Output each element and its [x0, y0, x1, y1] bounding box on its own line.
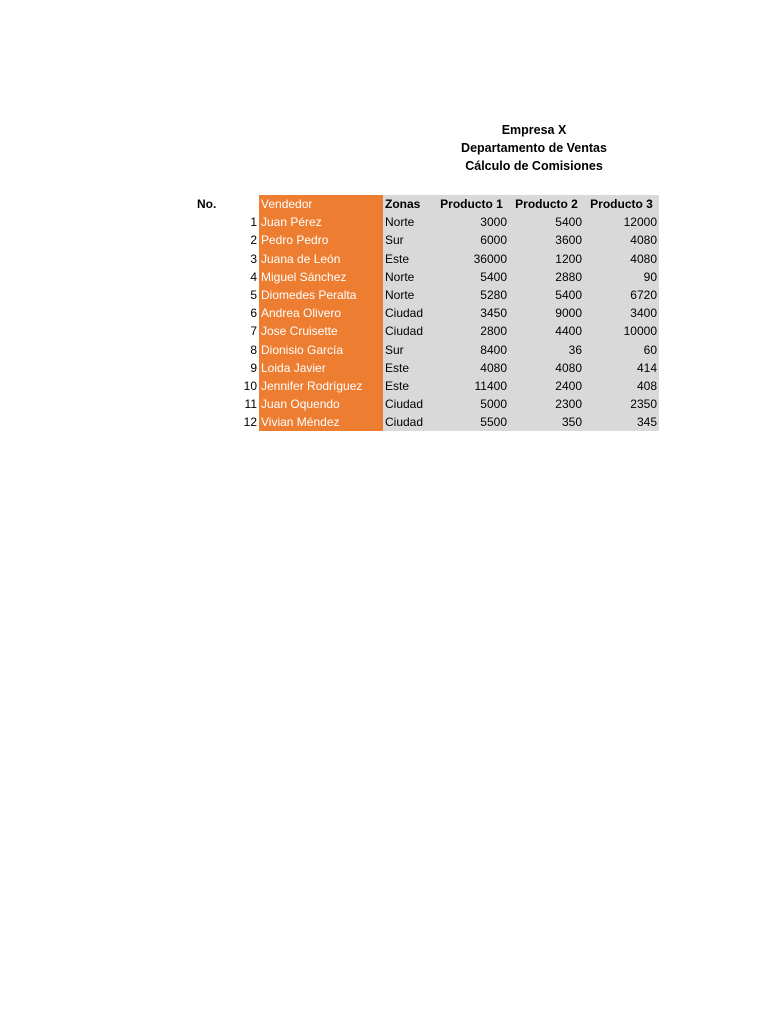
table-row — [195, 395, 659, 413]
header-zonas: Zonas — [383, 195, 434, 213]
table-row — [195, 322, 659, 340]
company-name: Empresa X — [501, 123, 567, 137]
cell-vendedor: Pedro Pedro — [259, 231, 383, 249]
table-row — [195, 213, 659, 231]
row-number: 7 — [250, 324, 257, 339]
cell-producto-2: 2300 — [509, 395, 584, 413]
cell-producto-1: 3000 — [434, 213, 509, 231]
row-number: 4 — [250, 269, 257, 284]
cell-vendedor: Jose Cruisette — [259, 322, 383, 340]
table-body — [195, 213, 659, 431]
cell-producto-1: 2800 — [434, 322, 509, 340]
header-no: No. — [197, 197, 217, 212]
cell-zona: Norte — [383, 286, 434, 304]
cell-zona: Sur — [383, 341, 434, 359]
header-producto-2: Producto 2 — [509, 195, 584, 213]
cell-vendedor: Diomedes Peralta — [259, 286, 383, 304]
cell-vendedor: Miguel Sánchez — [259, 268, 383, 286]
cell-producto-1: 8400 — [434, 341, 509, 359]
cell-producto-3: 90 — [584, 268, 659, 286]
row-number: 10 — [243, 378, 257, 393]
cell-producto-2: 4400 — [509, 322, 584, 340]
row-number: 11 — [244, 397, 257, 412]
report-title-block — [434, 121, 634, 175]
row-number: 3 — [250, 251, 257, 266]
cell-producto-2: 350 — [509, 413, 584, 431]
table-row — [195, 359, 659, 377]
cell-producto-2: 5400 — [509, 286, 584, 304]
row-number: 12 — [243, 415, 257, 430]
cell-vendedor: Loida Javier — [259, 359, 383, 377]
cell-producto-2: 1200 — [509, 250, 584, 268]
cell-producto-2: 3600 — [509, 231, 584, 249]
cell-producto-3: 4080 — [584, 231, 659, 249]
cell-producto-3: 2350 — [584, 395, 659, 413]
report-subtitle: Cálculo de Comisiones — [465, 159, 603, 173]
commissions-table — [195, 195, 659, 431]
cell-vendedor: Juana de León — [259, 250, 383, 268]
cell-producto-3: 12000 — [584, 213, 659, 231]
row-number: 1 — [250, 215, 257, 230]
cell-vendedor: Vivian Méndez — [259, 413, 383, 431]
cell-producto-1: 11400 — [434, 377, 509, 395]
cell-producto-3: 345 — [584, 413, 659, 431]
cell-producto-2: 4080 — [509, 359, 584, 377]
table-row — [195, 341, 659, 359]
cell-producto-2: 2400 — [509, 377, 584, 395]
cell-vendedor: Juan Oquendo — [259, 395, 383, 413]
cell-vendedor: Dionisio García — [259, 341, 383, 359]
cell-producto-2: 9000 — [509, 304, 584, 322]
table-row — [195, 286, 659, 304]
row-number: 2 — [250, 233, 257, 248]
cell-producto-2: 2880 — [509, 268, 584, 286]
row-number: 9 — [250, 360, 257, 375]
cell-zona: Norte — [383, 268, 434, 286]
department-name: Departamento de Ventas — [461, 141, 607, 155]
cell-producto-3: 4080 — [584, 250, 659, 268]
cell-producto-3: 414 — [584, 359, 659, 377]
header-producto-3: Producto 3 — [584, 195, 659, 213]
cell-producto-3: 6720 — [584, 286, 659, 304]
cell-producto-1: 5000 — [434, 395, 509, 413]
row-number: 6 — [250, 306, 257, 321]
cell-vendedor: Andrea Olivero — [259, 304, 383, 322]
header-producto-1: Producto 1 — [434, 195, 509, 213]
cell-producto-3: 408 — [584, 377, 659, 395]
cell-producto-1: 36000 — [434, 250, 509, 268]
header-vendedor: Vendedor — [259, 195, 383, 213]
table-row — [195, 250, 659, 268]
row-number: 5 — [250, 288, 257, 303]
table-row — [195, 413, 659, 431]
cell-zona: Ciudad — [383, 413, 434, 431]
cell-producto-2: 5400 — [509, 213, 584, 231]
cell-producto-1: 5400 — [434, 268, 509, 286]
cell-vendedor: Jennifer Rodríguez — [259, 377, 383, 395]
cell-producto-1: 5280 — [434, 286, 509, 304]
cell-zona: Ciudad — [383, 304, 434, 322]
cell-zona: Ciudad — [383, 395, 434, 413]
cell-producto-1: 6000 — [434, 231, 509, 249]
cell-zona: Este — [383, 250, 434, 268]
cell-zona: Sur — [383, 231, 434, 249]
cell-zona: Norte — [383, 213, 434, 231]
row-number: 8 — [250, 342, 257, 357]
cell-producto-2: 36 — [509, 341, 584, 359]
cell-producto-1: 4080 — [434, 359, 509, 377]
cell-zona: Este — [383, 359, 434, 377]
cell-vendedor: Juan Pérez — [259, 213, 383, 231]
table-row — [195, 268, 659, 286]
cell-producto-3: 10000 — [584, 322, 659, 340]
cell-producto-3: 3400 — [584, 304, 659, 322]
cell-producto-1: 5500 — [434, 413, 509, 431]
table-row — [195, 231, 659, 249]
table-row — [195, 377, 659, 395]
cell-producto-3: 60 — [584, 341, 659, 359]
cell-zona: Este — [383, 377, 434, 395]
table-header-row — [195, 195, 659, 213]
cell-producto-1: 3450 — [434, 304, 509, 322]
table-row — [195, 304, 659, 322]
cell-zona: Ciudad — [383, 322, 434, 340]
